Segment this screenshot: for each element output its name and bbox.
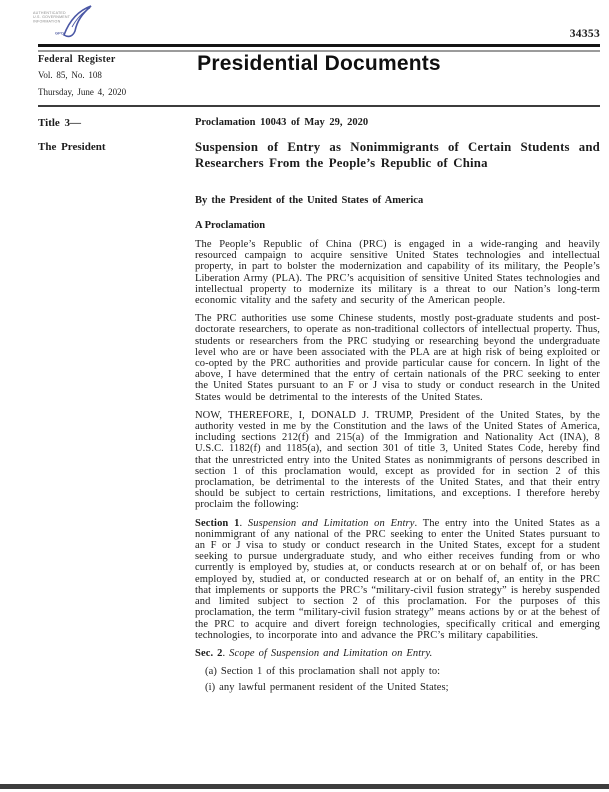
header-rule-thick [38,44,600,47]
text-segment: (i) any lawful permanent resident of the United States; [205,681,449,693]
title-3-label: Title 3— [38,117,82,129]
paragraph [195,682,600,693]
text-segment: Sec. 2 [195,647,223,659]
paragraphs [195,239,600,693]
paragraph [195,648,600,659]
volume-line: Vol. 85, No. 108 [38,70,102,80]
text-segment: . [239,517,248,529]
page-number: 34353 [569,28,600,40]
a-proclamation-heading: A Proclamation [195,220,266,231]
proclamation-number-line: Proclamation 10043 of May 29, 2020 [195,117,369,128]
paragraph [195,313,600,403]
paragraph [195,666,600,677]
text-segment: The People’s Republic of China (PRC) is engaged in a wide-ranging and heavily resourced campaign to acquire sensitive United States technologies and intellectual property, in part to bolster the modernization and capability of its military, the People’s Liberation Army (PLA). The PRC’s acquisition of sensitive United States technologies and intellectual property to modernize its military is a threat to our Nation’s long-term economic vitality and the safety and security of the American people. [195,239,600,307]
gpo-label: GPO [55,31,64,36]
proclamation-title: Suspension of Entry as Nonimmigrants of Certain Students and Researchers From the People’s Republic of China [195,140,600,170]
text-segment: The PRC authorities use some Chinese students, mostly post-graduate students and post-doctorate researchers, to operate as non-traditional collectors of intellectual property. Thus, students or researchers from the PRC studying or researching beyond the undergraduate level who are or have been associated with the PLA are at high risk of being exploited or co-opted by the PRC authorities and provide particular cause for concern. In light of the above, I have determined that the entry of certain nationals of the PRC seeking to enter the United States pursuant to an F or J visa to study or conduct research in the United States would be detrimental to the interests of the United States. [195,313,600,403]
gpo-authenticated-logo [33,5,95,43]
text-segment: Scope of Suspension and Limitation on Entry. [229,647,433,659]
eagle-swoosh-icon [60,5,94,41]
proclamation-content [195,117,600,698]
text-segment: NOW, THEREFORE, I, DONALD J. TRUMP, President of the United States, by the authority vested in me by the Constitution and the laws of the United States of America, including sections 212(f) and 215(a) of the Immigration and Nationality Act (INA), 8 U.S.C. 1182(f) and 1185(a), and section 301 of title 3, United States Code, hereby find that the unrestricted entry into the United States as nonimmigrants of persons described in section 1 of this proclamation would, except as provided for in section 2 of this proclamation, be detrimental to the interests of the United States, and that their entry should be subject to certain restrictions, limitations, and exceptions. I therefore hereby proclaim the following: [195,409,600,511]
bottom-edge-bar [0,784,609,789]
paragraph [195,239,600,306]
margin-column [38,117,183,153]
text-segment: . The entry into the United States as a nonimmigrant of any national of the PRC seeking to enter the United States pursuant to an F or J visa to study or conduct research in the United States, except for a student seeking to pursue undergraduate study, and who either receives funding from or who currently is employed by, studies at, or conducts research at or on behalf of, or has been employed by, studied at, or conducted research at or on behalf of, an entity in the PRC that implements or supports the PRC’s “military-civil fusion strategy” is hereby suspended and limited subject to section 2 of this proclamation. For the purposes of this proclamation, the term “military-civil fusion strategy” means actions by or at the behest of the PRC to acquire and divert foreign technologies, specifically critical and emerging technologies, to incorporate into and advance the PRC’s military capabilities. [195,517,601,641]
gpo-logo-text-line: U.S. GOVERNMENT [33,15,71,20]
byline: By the President of the United States of America [195,195,424,206]
gpo-logo-text-line: INFORMATION [33,19,61,24]
masthead-bottom-rule [38,105,600,107]
publication-name: Federal Register [38,54,116,65]
text-segment: Suspension and Limitation on Entry [247,517,415,529]
text-segment: (a) Section 1 of this proclamation shall not apply to: [205,666,441,678]
date-line: Thursday, June 4, 2020 [38,87,127,97]
gpo-logo-text-line: AUTHENTICATED [33,11,66,16]
text-segment: . [222,647,230,659]
text-segment: Section 1 [195,517,240,529]
the-president-label: The President [38,141,106,153]
paragraph [195,518,600,641]
paragraph [195,410,600,511]
section-heading: Presidential Documents [197,52,441,75]
